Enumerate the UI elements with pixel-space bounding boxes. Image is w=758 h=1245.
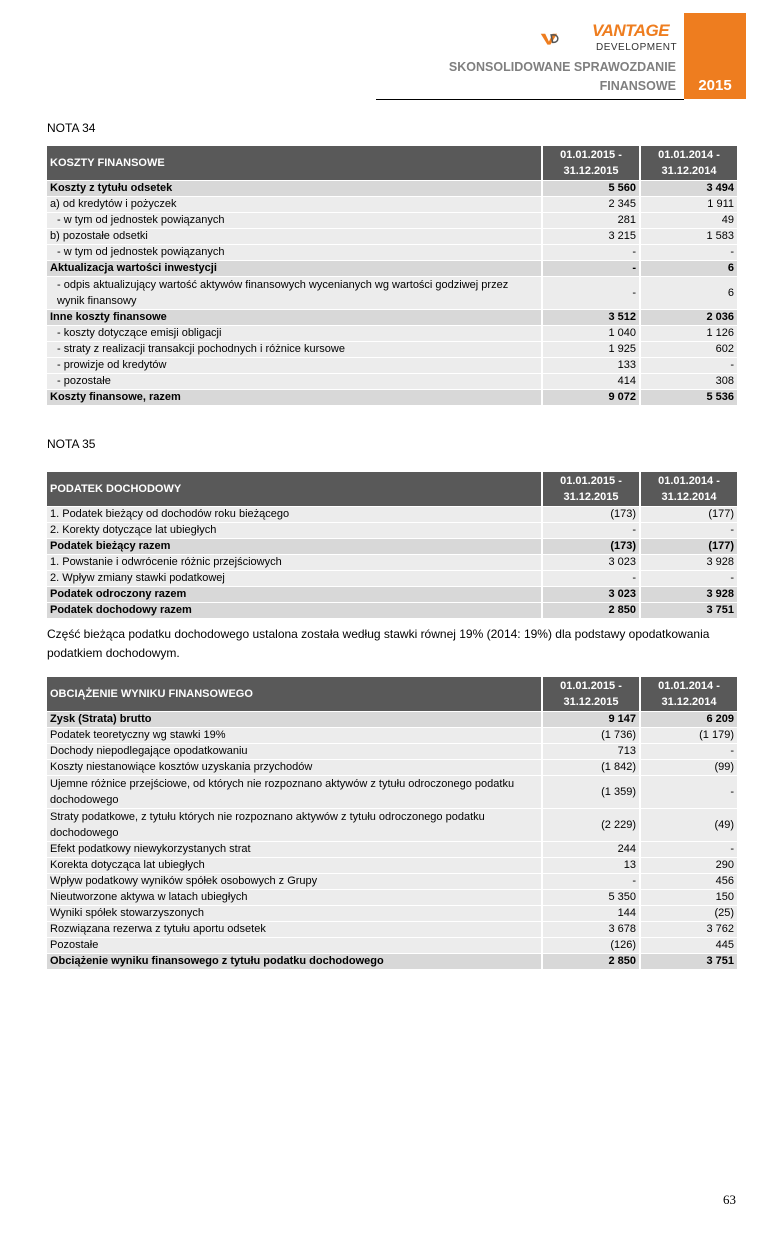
row-label: Aktualizacja wartości inwestycji [47, 261, 541, 276]
value-2015: (2 229) [541, 809, 639, 841]
table-row [47, 571, 737, 586]
table-row [47, 874, 737, 889]
table-row [47, 374, 737, 389]
value-2014: 456 [639, 874, 737, 889]
value-2015: (173) [541, 507, 639, 522]
value-2015: 144 [541, 906, 639, 921]
value-2014: 6 [639, 261, 737, 276]
row-label: Wyniki spółek stowarzyszonych [47, 906, 541, 921]
value-2015: - [541, 261, 639, 276]
value-2014: 290 [639, 858, 737, 873]
table-row [47, 229, 737, 244]
table-row [47, 181, 737, 196]
value-2015: (126) [541, 938, 639, 953]
value-2015: 3 512 [541, 310, 639, 325]
value-2014: - [639, 358, 737, 373]
koszty-finansowe-table [47, 145, 737, 406]
table-row [47, 197, 737, 212]
value-2014: - [639, 523, 737, 538]
row-label: 1. Podatek bieżący od dochodów roku bieżącego [47, 507, 541, 522]
value-2015: (1 736) [541, 728, 639, 743]
nota-35-label: NOTA 35 [47, 437, 96, 451]
value-2014: 445 [639, 938, 737, 953]
value-2015: 713 [541, 744, 639, 759]
row-label: b) pozostałe odsetki [47, 229, 541, 244]
row-label: Wpływ podatkowy wyników spółek osobowych z Grupy [47, 874, 541, 889]
obciazenie-wyniku-table [47, 676, 737, 970]
table-row [47, 744, 737, 759]
table-row [47, 555, 737, 570]
logo-sub-text: DEVELOPMENT [596, 42, 678, 53]
row-label: Nieutworzone aktywa w latach ubiegłych [47, 890, 541, 905]
value-2014: (177) [639, 507, 737, 522]
row-label: - straty z realizacji transakcji pochodnych i różnice kursowe [47, 342, 541, 357]
row-label: Dochody niepodlegające opodatkowaniu [47, 744, 541, 759]
value-2015: 5 560 [541, 181, 639, 196]
table-row [47, 539, 737, 554]
value-2014: 1 126 [639, 326, 737, 341]
value-2015: 2 850 [541, 954, 639, 969]
value-2015: - [541, 523, 639, 538]
table-row [47, 326, 737, 341]
value-2014: - [639, 245, 737, 260]
column-header-2015: 01.01.2015 - 31.12.2015 [541, 677, 639, 711]
value-2014: 2 036 [639, 310, 737, 325]
table-row [47, 507, 737, 522]
table-row [47, 261, 737, 276]
table-row [47, 922, 737, 937]
row-label: a) od kredytów i pożyczek [47, 197, 541, 212]
row-label: 2. Korekty dotyczące lat ubiegłych [47, 523, 541, 538]
value-2014: - [639, 842, 737, 857]
table-header-row [47, 472, 737, 506]
table-row [47, 776, 737, 808]
header-rule [376, 99, 684, 100]
table-header-row [47, 146, 737, 180]
value-2014: 3 494 [639, 181, 737, 196]
table-row [47, 938, 737, 953]
vantage-logo-icon [540, 22, 592, 56]
table-header-row [47, 677, 737, 711]
table-row [47, 342, 737, 357]
table-row [47, 213, 737, 228]
value-2014: 3 751 [639, 603, 737, 618]
table-title: KOSZTY FINANSOWE [47, 146, 541, 180]
value-2015: 5 350 [541, 890, 639, 905]
row-label: Korekta dotycząca lat ubiegłych [47, 858, 541, 873]
value-2015: (1 359) [541, 776, 639, 808]
row-label: Podatek odroczony razem [47, 587, 541, 602]
value-2015: - [541, 245, 639, 260]
value-2015: 3 023 [541, 555, 639, 570]
row-label: Podatek bieżący razem [47, 539, 541, 554]
logo-main-text: VANTAGE [592, 21, 670, 40]
row-label: - odpis aktualizujący wartość aktywów finansowych wycenianych wg wartości godziwej przez wynik finansowy [47, 277, 541, 309]
row-label: Podatek teoretyczny wg stawki 19% [47, 728, 541, 743]
page-number: 63 [723, 1192, 736, 1207]
row-label: Podatek dochodowy razem [47, 603, 541, 618]
report-year: 2015 [698, 77, 732, 94]
value-2014: - [639, 776, 737, 808]
table-row [47, 906, 737, 921]
value-2015: 281 [541, 213, 639, 228]
table-title: OBCIĄŻENIE WYNIKU FINANSOWEGO [47, 677, 541, 711]
report-title-line2: FINANSOWE [599, 79, 676, 93]
column-header-2015: 01.01.2015 - 31.12.2015 [541, 472, 639, 506]
value-2015: - [541, 571, 639, 586]
table-row [47, 954, 737, 969]
value-2014: 602 [639, 342, 737, 357]
value-2015: 244 [541, 842, 639, 857]
value-2014: 49 [639, 213, 737, 228]
table-row [47, 587, 737, 602]
value-2015: (1 842) [541, 760, 639, 775]
row-label: Zysk (Strata) brutto [47, 712, 541, 727]
row-label: - prowizje od kredytów [47, 358, 541, 373]
table-row [47, 858, 737, 873]
column-header-2014: 01.01.2014 - 31.12.2014 [639, 677, 737, 711]
row-label: - w tym od jednostek powiązanych [47, 213, 541, 228]
value-2014: 5 536 [639, 390, 737, 405]
table-row [47, 523, 737, 538]
value-2014: 150 [639, 890, 737, 905]
value-2014: (25) [639, 906, 737, 921]
value-2015: 2 345 [541, 197, 639, 212]
table-title: PODATEK DOCHODOWY [47, 472, 541, 506]
value-2014: 3 751 [639, 954, 737, 969]
value-2015: (173) [541, 539, 639, 554]
value-2014: 308 [639, 374, 737, 389]
column-header-2014: 01.01.2014 - 31.12.2014 [639, 146, 737, 180]
row-label: - koszty dotyczące emisji obligacji [47, 326, 541, 341]
value-2014: 6 [639, 277, 737, 309]
value-2014: (99) [639, 760, 737, 775]
podatek-dochodowy-table [47, 471, 737, 619]
table-row [47, 277, 737, 309]
table-row [47, 712, 737, 727]
value-2015: 1 925 [541, 342, 639, 357]
row-label: Efekt podatkowy niewykorzystanych strat [47, 842, 541, 857]
value-2014: 3 928 [639, 587, 737, 602]
value-2014: 1 583 [639, 229, 737, 244]
tax-rate-paragraph: Część bieżąca podatku dochodowego ustalona została według stawki równej 19% (2014: 19%) dla podstawy opodatkowania podatkiem dochodowym. [47, 627, 710, 660]
value-2015: 3 023 [541, 587, 639, 602]
value-2015: 9 147 [541, 712, 639, 727]
row-label: Pozostałe [47, 938, 541, 953]
table-row [47, 890, 737, 905]
table-row [47, 809, 737, 841]
table-row [47, 760, 737, 775]
table-row [47, 245, 737, 260]
table-row [47, 358, 737, 373]
value-2014: - [639, 571, 737, 586]
row-label: Koszty finansowe, razem [47, 390, 541, 405]
row-label: Obciążenie wyniku finansowego z tytułu podatku dochodowego [47, 954, 541, 969]
value-2015: 3 678 [541, 922, 639, 937]
row-label: Koszty niestanowiące kosztów uzyskania przychodów [47, 760, 541, 775]
value-2015: 133 [541, 358, 639, 373]
row-label: - w tym od jednostek powiązanych [47, 245, 541, 260]
value-2014: (49) [639, 809, 737, 841]
value-2015: 3 215 [541, 229, 639, 244]
table-row [47, 728, 737, 743]
table-row [47, 603, 737, 618]
table-row [47, 842, 737, 857]
value-2014: 1 911 [639, 197, 737, 212]
report-title-line1: SKONSOLIDOWANE SPRAWOZDANIE [448, 60, 676, 74]
value-2015: 2 850 [541, 603, 639, 618]
value-2015: - [541, 277, 639, 309]
value-2015: 414 [541, 374, 639, 389]
value-2015: 13 [541, 858, 639, 873]
table-row [47, 310, 737, 325]
value-2014: 6 209 [639, 712, 737, 727]
row-label: 2. Wpływ zmiany stawki podatkowej [47, 571, 541, 586]
value-2015: 1 040 [541, 326, 639, 341]
value-2015: 9 072 [541, 390, 639, 405]
row-label: Ujemne różnice przejściowe, od których nie rozpoznano aktywów z tytułu odroczonego podatku dochodowego [47, 776, 541, 808]
row-label: Inne koszty finansowe [47, 310, 541, 325]
row-label: - pozostałe [47, 374, 541, 389]
row-label: Rozwiązana rezerwa z tytułu aportu odsetek [47, 922, 541, 937]
row-label: 1. Powstanie i odwrócenie różnic przejściowych [47, 555, 541, 570]
report-title [449, 58, 676, 96]
column-header-2015: 01.01.2015 - 31.12.2015 [541, 146, 639, 180]
value-2014: - [639, 744, 737, 759]
table-row [47, 390, 737, 405]
row-label: Koszty z tytułu odsetek [47, 181, 541, 196]
value-2014: (177) [639, 539, 737, 554]
value-2015: - [541, 874, 639, 889]
column-header-2014: 01.01.2014 - 31.12.2014 [639, 472, 737, 506]
row-label: Straty podatkowe, z tytułu których nie rozpoznano aktywów z tytułu odroczonego podatku dochodowego [47, 809, 541, 841]
value-2014: (1 179) [639, 728, 737, 743]
value-2014: 3 762 [639, 922, 737, 937]
value-2014: 3 928 [639, 555, 737, 570]
nota-34-label: NOTA 34 [47, 121, 96, 135]
